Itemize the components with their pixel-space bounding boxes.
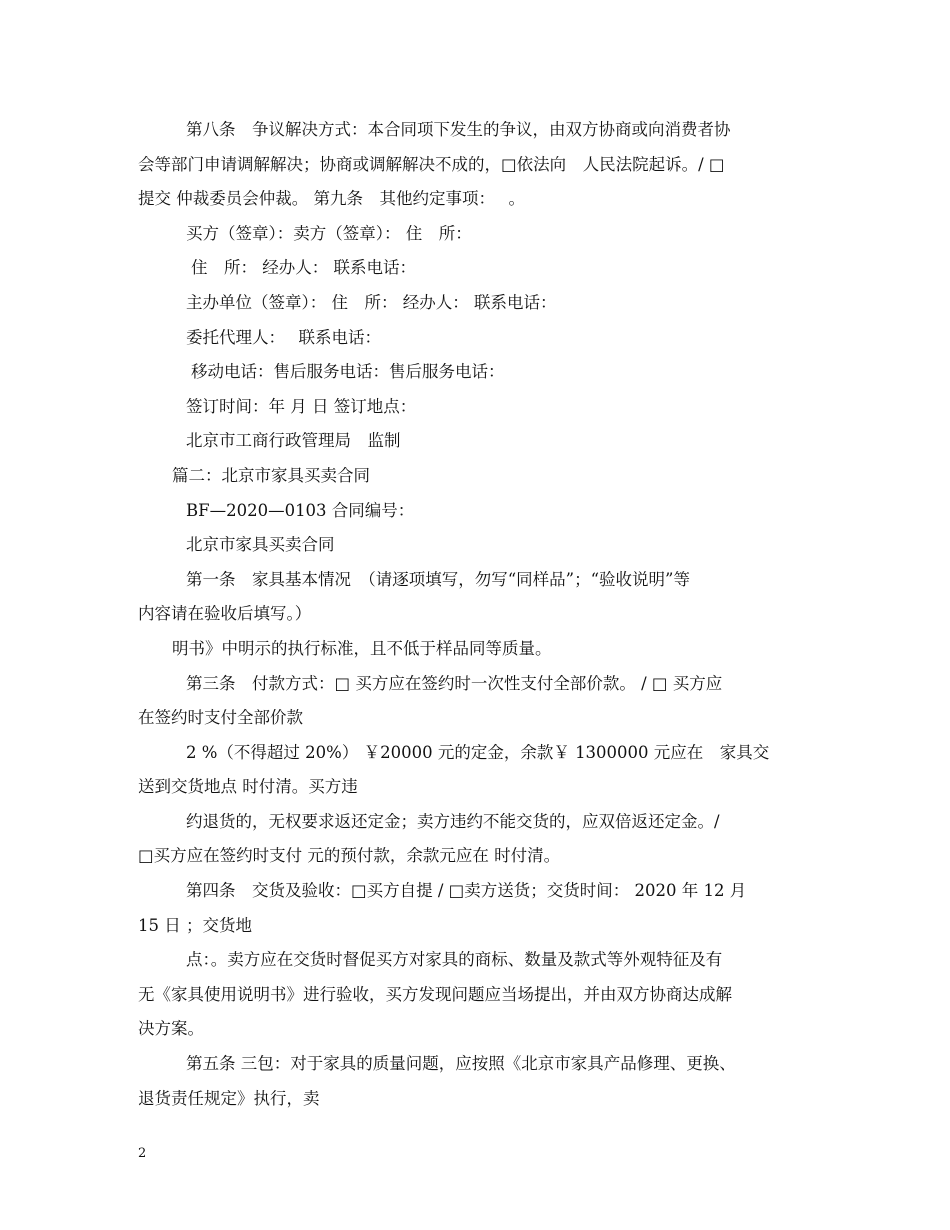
text-line: 第八条 争议解决方式：本合同项下发生的争议，由双方协商或向消费者协 — [186, 120, 731, 139]
contract-title: 北京市家具买卖合同 — [186, 535, 335, 555]
text-line: 主办单位（签章）： 住 所： 经办人： 联系电话： — [186, 292, 557, 312]
text-line: 点：。卖方应在交货时督促买方对家具的商标、数量及款式等外观特征及有 — [186, 950, 723, 970]
text-line: □买方应在签约时支付 元的预付款，余款元应在 时付清。 — [138, 846, 561, 866]
text-line: 第四条 交货及验收：□买方自提 / □卖方送货；交货时间： 2020 年 12 月 — [186, 881, 747, 901]
text-line: 15 日 ；交货地 — [138, 915, 252, 935]
text-line: 第三条 付款方式：□ 买方应在签约时一次性支付全部价款。 / □ 买方应 — [186, 673, 723, 693]
text-line: 委托代理人： 联系电话： — [186, 327, 381, 347]
text-line: 约退货的，无权要求返还定金；卖方违约不能交货的，应双倍返还定金。/ — [186, 811, 720, 831]
text-line: 提交 仲裁委员会仲裁。 第九条 其他约定事项： 。 — [138, 189, 525, 209]
text-line: 退货责任规定》执行，卖 — [138, 1088, 320, 1108]
text-line: 第五条 三包：对于家具的质量问题，应按照《北京市家具产品修理、更换、 — [186, 1054, 736, 1074]
text-line: 住 所： 经办人： 联系电话： — [191, 258, 416, 278]
text-line: 决方案。 — [138, 1019, 204, 1039]
text-line: 第一条 家具基本情况 （请逐项填写，勿写“同样品”；“验收说明”等 — [186, 569, 690, 589]
contract-number: BF—2020—0103 合同编号： — [186, 500, 415, 520]
text-line: 2 %（不得超过 20%） ￥20000 元的定金，余款￥ 1300000 元应在 家具交 — [186, 742, 770, 762]
text-line: 在签约时支付全部价款 — [138, 708, 303, 728]
text-line: 移动电话：售后服务电话：售后服务电话： — [191, 362, 505, 382]
document-body — [138, 113, 813, 1116]
page-number: 2 — [138, 1146, 147, 1161]
section-heading: 篇二：北京市家具买卖合同 — [172, 465, 370, 485]
text-line: 明书》中明示的执行标准，且不低于样品同等质量。 — [172, 638, 552, 658]
text-line: 内容请在验收后填写。） — [138, 604, 312, 624]
text-line: 签订时间：年 月 日 签订地点： — [186, 396, 417, 416]
text-line: 会等部门申请调解解决；协商或调解解决不成的，□依法向 人民法院起诉。/ □ — [138, 154, 725, 174]
text-line: 买方（签章）：卖方（签章）： 住 所： — [186, 223, 472, 243]
text-line: 北京市工商行政管理局 监制 — [186, 431, 401, 451]
text-line: 送到交货地点 时付清。买方违 — [138, 777, 358, 797]
text-line: 无《家具使用说明书》进行验收，买方发现问题应当场提出，并由双方协商达成解 — [138, 984, 732, 1004]
